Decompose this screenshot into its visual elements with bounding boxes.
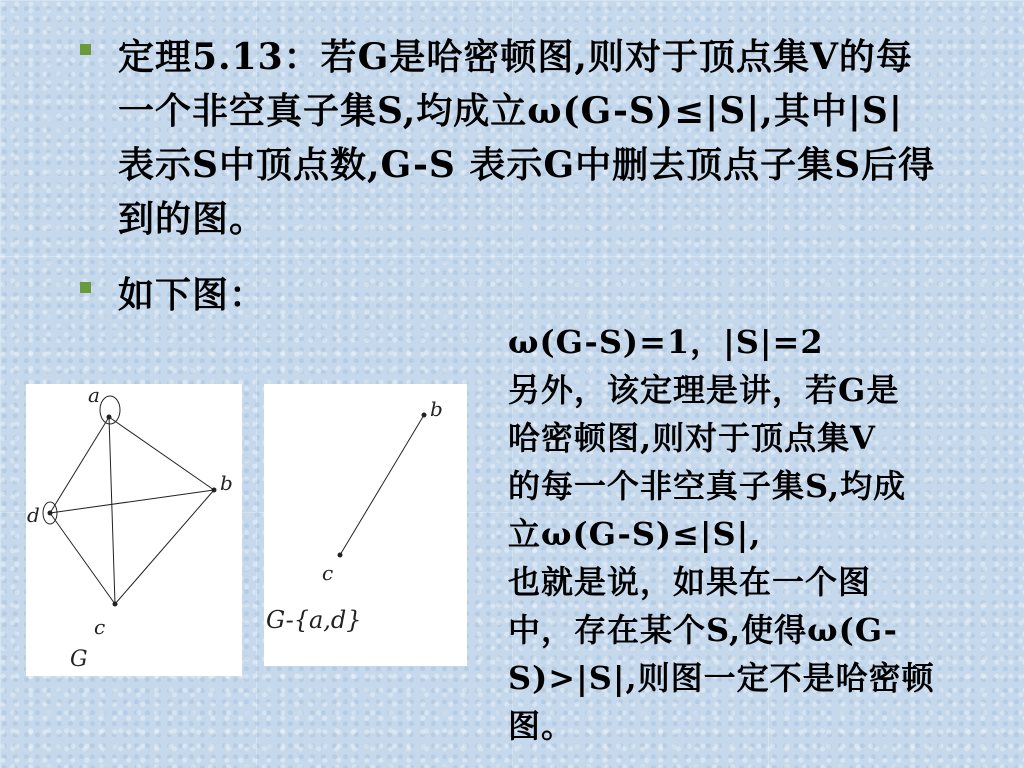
side-line: 图。 xyxy=(508,707,575,745)
square-bullet-icon xyxy=(80,44,91,55)
vertex-a xyxy=(107,415,112,420)
graph-g-figure xyxy=(26,384,242,676)
vertex-c xyxy=(338,553,343,558)
vertex-b xyxy=(212,488,217,493)
theorem-bullet xyxy=(80,30,940,246)
side-line: 也就是说，如果在一个图 xyxy=(508,563,872,601)
side-line: 立ω(G-S)≤|S|, xyxy=(508,515,762,553)
side-line: 哈密顿图,则对于顶点集V xyxy=(508,419,876,457)
graph-g-caption: G xyxy=(70,647,88,672)
label-b: b xyxy=(220,471,233,495)
label-b: b xyxy=(430,397,443,421)
example-bullet xyxy=(80,268,480,322)
vertex-d xyxy=(48,511,53,516)
graph-g-minus-svg xyxy=(264,384,467,666)
vertex-b xyxy=(422,413,427,418)
edge-a-b xyxy=(109,417,214,490)
side-line: S)>|S|,则图一定不是哈密顿 xyxy=(508,659,935,697)
edge-b-c xyxy=(340,415,424,555)
side-line: 中，存在某个S,使得ω(G- xyxy=(508,611,898,649)
label-d: d xyxy=(27,503,40,527)
side-explanation xyxy=(508,318,984,750)
graph-g-minus-caption: G-{a,d} xyxy=(266,606,362,634)
edge-b-c xyxy=(115,490,214,604)
edge-a-d xyxy=(50,417,109,513)
graph-g-svg xyxy=(26,384,242,676)
edge-d-b xyxy=(50,490,214,513)
side-line: 的每一个非空真子集S,均成 xyxy=(508,467,907,505)
label-c: c xyxy=(322,561,334,585)
theorem-text: 定理5.13：若G是哈密顿图,则对于顶点集V的每一个非空真子集S,均成立ω(G-S)≤|S|,其中|S|表示S中顶点数,G-S 表示G中删去顶点子集S后得到的图。 xyxy=(118,36,936,240)
side-line: 另外，该定理是讲，若G是 xyxy=(508,371,900,409)
example-intro-text: 如下图： xyxy=(118,274,267,316)
graph-g-minus-figure xyxy=(264,384,467,666)
vertex-a-circle xyxy=(100,396,120,424)
side-line: ω(G-S)=1，|S|=2 xyxy=(508,323,824,361)
edge-a-c xyxy=(109,417,115,604)
label-c: c xyxy=(94,615,106,639)
label-a: a xyxy=(88,384,100,407)
edge-d-c xyxy=(50,513,115,604)
square-bullet-icon xyxy=(80,282,91,293)
vertex-c xyxy=(113,602,118,607)
